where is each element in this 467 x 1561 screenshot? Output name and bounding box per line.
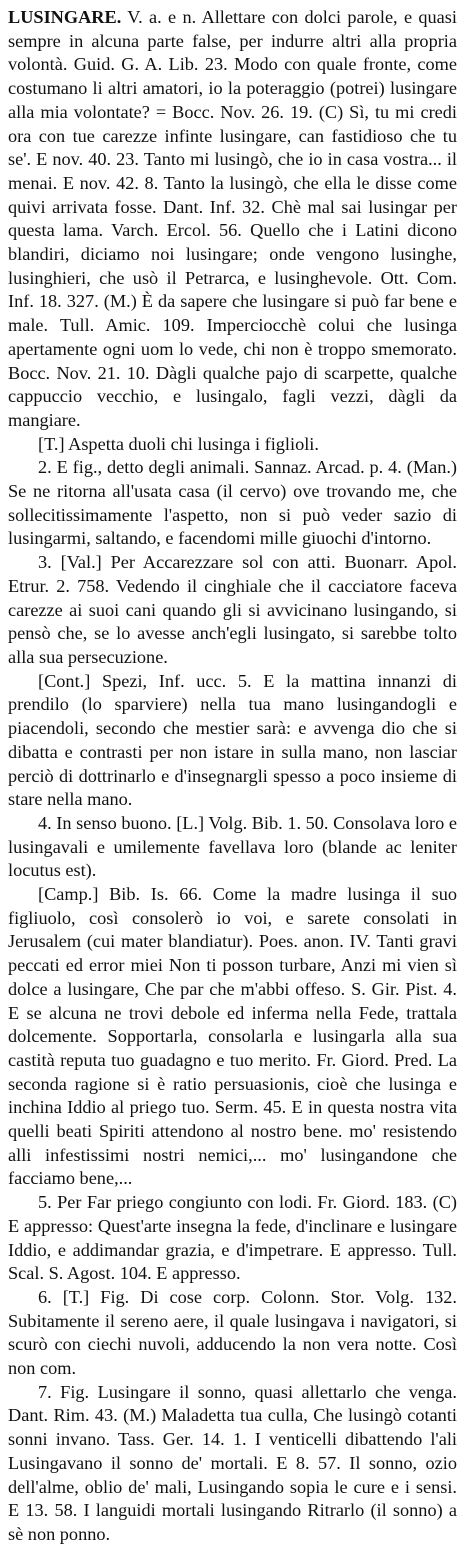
sense-7: 7. Fig. Lusingare il sonno, quasi allettarlo che venga. Dant. Rim. 43. (M.) Maladetta tua culla, Che lusingò cotanti sonni invano. Tass. Ger. 14. 1. I venticelli dibattendo l'ali Lusingavano il sonno de' mortali. E 8. 57. Il sonno, ozio dell'alme, oblio de' mali, Lusingando sopia le cure e i sensi. E 13. 58. I languidi mortali lusingando Ritrarlo (il sonno) a sè non ponno.	[8, 1381, 457, 1544]
entry-main	[8, 6, 457, 433]
sense-4: 4. In senso buono. [L.] Volg. Bib. 1. 50. Consolava loro e lusingavali e umilemente favellava loro (blande ac leniter locutus est).	[8, 812, 457, 881]
sense-3-cont: [Cont.] Spezi, Inf. ucc. 5. E la mattina innanzi di prendilo (lo sparviere) nella tua mano lusingandogli e piacendoli, secondo che mestier sarà: e avvenga dio che si dibatta e contrasti per non istare in sulla mano, non lasciar perciò di dottrinarlo e d'insegnargli spesso a poco insieme di stare nella mano.	[8, 670, 457, 810]
entry-main-text: V. a. e n. Allettare con dolci parole, e quasi sempre in alcuna parte false, per indurre altri alla propria volontà. Guid. G. A. Lib. 23. Modo con quale fronte, come costumano li altri amatori, io la poteraggio (potrei) lusingare alla mia volontate? = Bocc. Nov. 26. 19. (C) Sì, tu mi credi ora con tue carezze infinte lusingare, can fastidioso che tu se'. E nov. 40. 23. Tanto mi lusingò, che io in casa vostra... il menai. E nov. 42. 8. Tanto la lusingò, che ella le disse come quivi arrivata fosse. Dant. Inf. 32. Chè mal sai lusingar per questa lama. Varch. Ercol. 56. Quello che i Latini dicono blandiri, diciamo noi lusingare; onde vengono lusinghe, lusinghieri, che usò il Petrarca, e lusinghevole. Ott. Com. Inf. 18. 327. (M.) È da sapere che lusingare si può far bene e male. Tull. Amic. 109. Imperciocchè colui che lusinga apertamente ogni uom lo vede, chi non è troppo smemorato. Bocc. Nov. 21. 10. Dàgli qualche pajo di scarpette, qualche cappuccio vecchio, e lusingalo, fagli vezzi, dàgli da mangiare.	[8, 7, 457, 430]
sense-5: 5. Per Far priego congiunto con lodi. Fr. Giord. 183. (C) E appresso: Quest'arte insegna la fede, d'inclinare e lusingare Iddio, e addimandar grazia, e d'impetrare. E appresso. Tull. Scal. S. Agost. 104. E appresso.	[8, 1192, 457, 1284]
sense-6: 6. [T.] Fig. Di cose corp. Colonn. Stor. Volg. 132. Subitamente il sereno aere, il quale lusingava i navigatori, si scurò con ciechi nuvoli, adducendo la non vera notte. Così non com.	[8, 1286, 457, 1379]
headword: LUSINGARE.	[8, 7, 122, 27]
sense-2: 2. E fig., detto degli animali. Sannaz. Arcad. p. 4. (Man.) Se ne ritorna all'usata casa (il cervo) ove trovando me, che sollecitissimamente l'aspetto, non si può veder sazio di lusingarmi, saltando, e facendomi mille giuochi d'intorno.	[8, 457, 457, 549]
sense-4-camp: [Camp.] Bib. Is. 66. Come la madre lusinga il suo figliuolo, così consolerò io voi, e sarete consolati in Jerusalem (cui mater blandiatur). Poes. anon. IV. Tanti gravi peccati ed error miei Non ti posson turbare, Anzi mi vien sì dolce a lusingare, Che par che m'abbi offeso. S. Gir. Pist. 4. E se alcuna ne trovi debole ed inferma nella Fede, trattala dolcemente. Sopportarla, consolarla e lusingarla alla sua castità reputa tuo guadagno e tuo merito. Fr. Giord. Pred. La seconda ragione si è ratio persuasionis, cioè che lusinga e inchina Iddio al priego tuo. Serm. 45. E in questa nostra vita quelli beati Spiriti attendono al nostro bene. mo' resistendo alli infestissimi nostri nemici,... mo' lusingandone che facciamo bene,...	[8, 884, 457, 1189]
entry-note-t: [T.] Aspetta duoli chi lusinga i figlioli.	[38, 433, 319, 454]
sense-3: 3. [Val.] Per Accarezzare sol con atti. Buonarr. Apol. Etrur. 2. 758. Vedendo il cinghiale che il cacciatore faceva carezze ai suoi cani quando gli si avvicinano lusingando, si pensò che, se lo avesse anch'egli lusingato, si sarebbe tolto alla sua persecuzione.	[8, 552, 457, 667]
